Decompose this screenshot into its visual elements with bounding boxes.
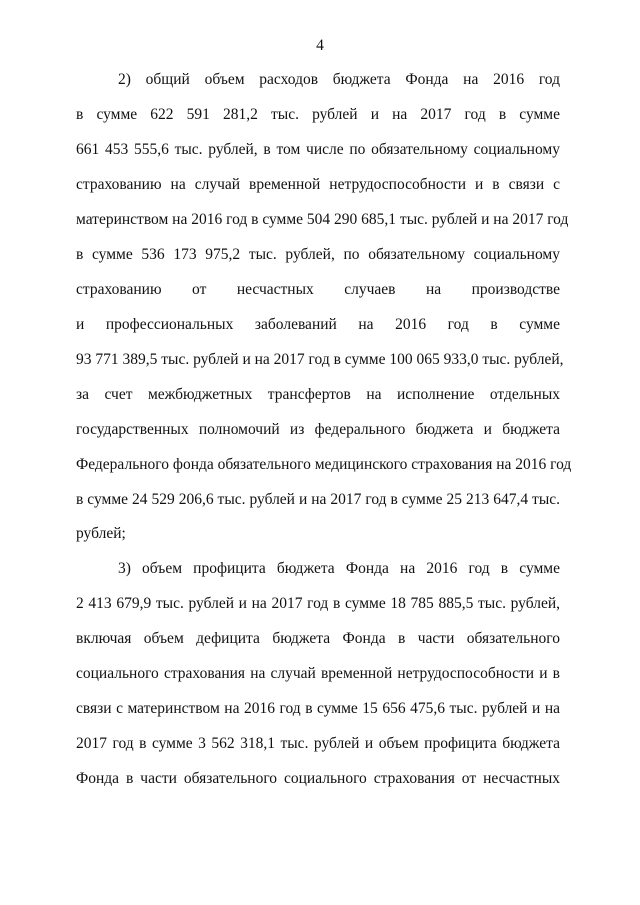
text-line-21: Фонда в части обязательного социального страхования от несчастных [76,770,560,787]
text-line-20: 2017 год в сумме 3 562 318,1 тыс. рублей и объем профицита бюджета [76,735,560,752]
text-line-9: 93 771 389,5 тыс. рублей и на 2017 год в сумме 100 065 933,0 тыс. рублей, [76,351,564,368]
text-line-17: включая объем дефицита бюджета Фонда в части обязательного [76,630,560,647]
text-line-7: страхованию от несчастных случаев на производстве [76,281,560,298]
text-line-4: страхованию на случай временной нетрудоспособности и в связи с [76,176,560,193]
text-line-1: 2) общий объем расходов бюджета Фонда на 2016 год [118,71,560,88]
text-line-5: материнством на 2016 год в сумме 504 290 685,1 тыс. рублей и на 2017 год [76,211,569,228]
page-number: 4 [316,37,324,54]
text-line-13: в сумме 24 529 206,6 тыс. рублей и на 2017 год в сумме 25 213 647,4 тыс. [76,491,560,508]
text-line-6: в сумме 536 173 975,2 тыс. рублей, по обязательному социальному [76,246,560,263]
text-line-18: социального страхования на случай временной нетрудоспособности и в [76,665,560,682]
text-line-19: связи с материнством на 2016 год в сумме 15 656 475,6 тыс. рублей и на [76,700,560,717]
text-line-12: Федерального фонда обязательного медицинского страхования на 2016 год [76,456,572,473]
text-line-10: за счет межбюджетных трансфертов на исполнение отдельных [76,386,560,403]
text-line-15: 3) объем профицита бюджета Фонда на 2016 год в сумме [118,560,560,577]
text-line-2: в сумме 622 591 281,2 тыс. рублей и на 2017 год в сумме [76,106,560,123]
text-line-14: рублей; [76,525,126,542]
text-line-3: 661 453 555,6 тыс. рублей, в том числе по обязательному социальному [76,141,560,158]
text-line-16: 2 413 679,9 тыс. рублей и на 2017 год в сумме 18 785 885,5 тыс. рублей, [76,595,560,612]
text-line-11: государственных полномочий из федерального бюджета и бюджета [76,421,560,438]
text-line-8: и профессиональных заболеваний на 2016 год в сумме [76,316,560,333]
